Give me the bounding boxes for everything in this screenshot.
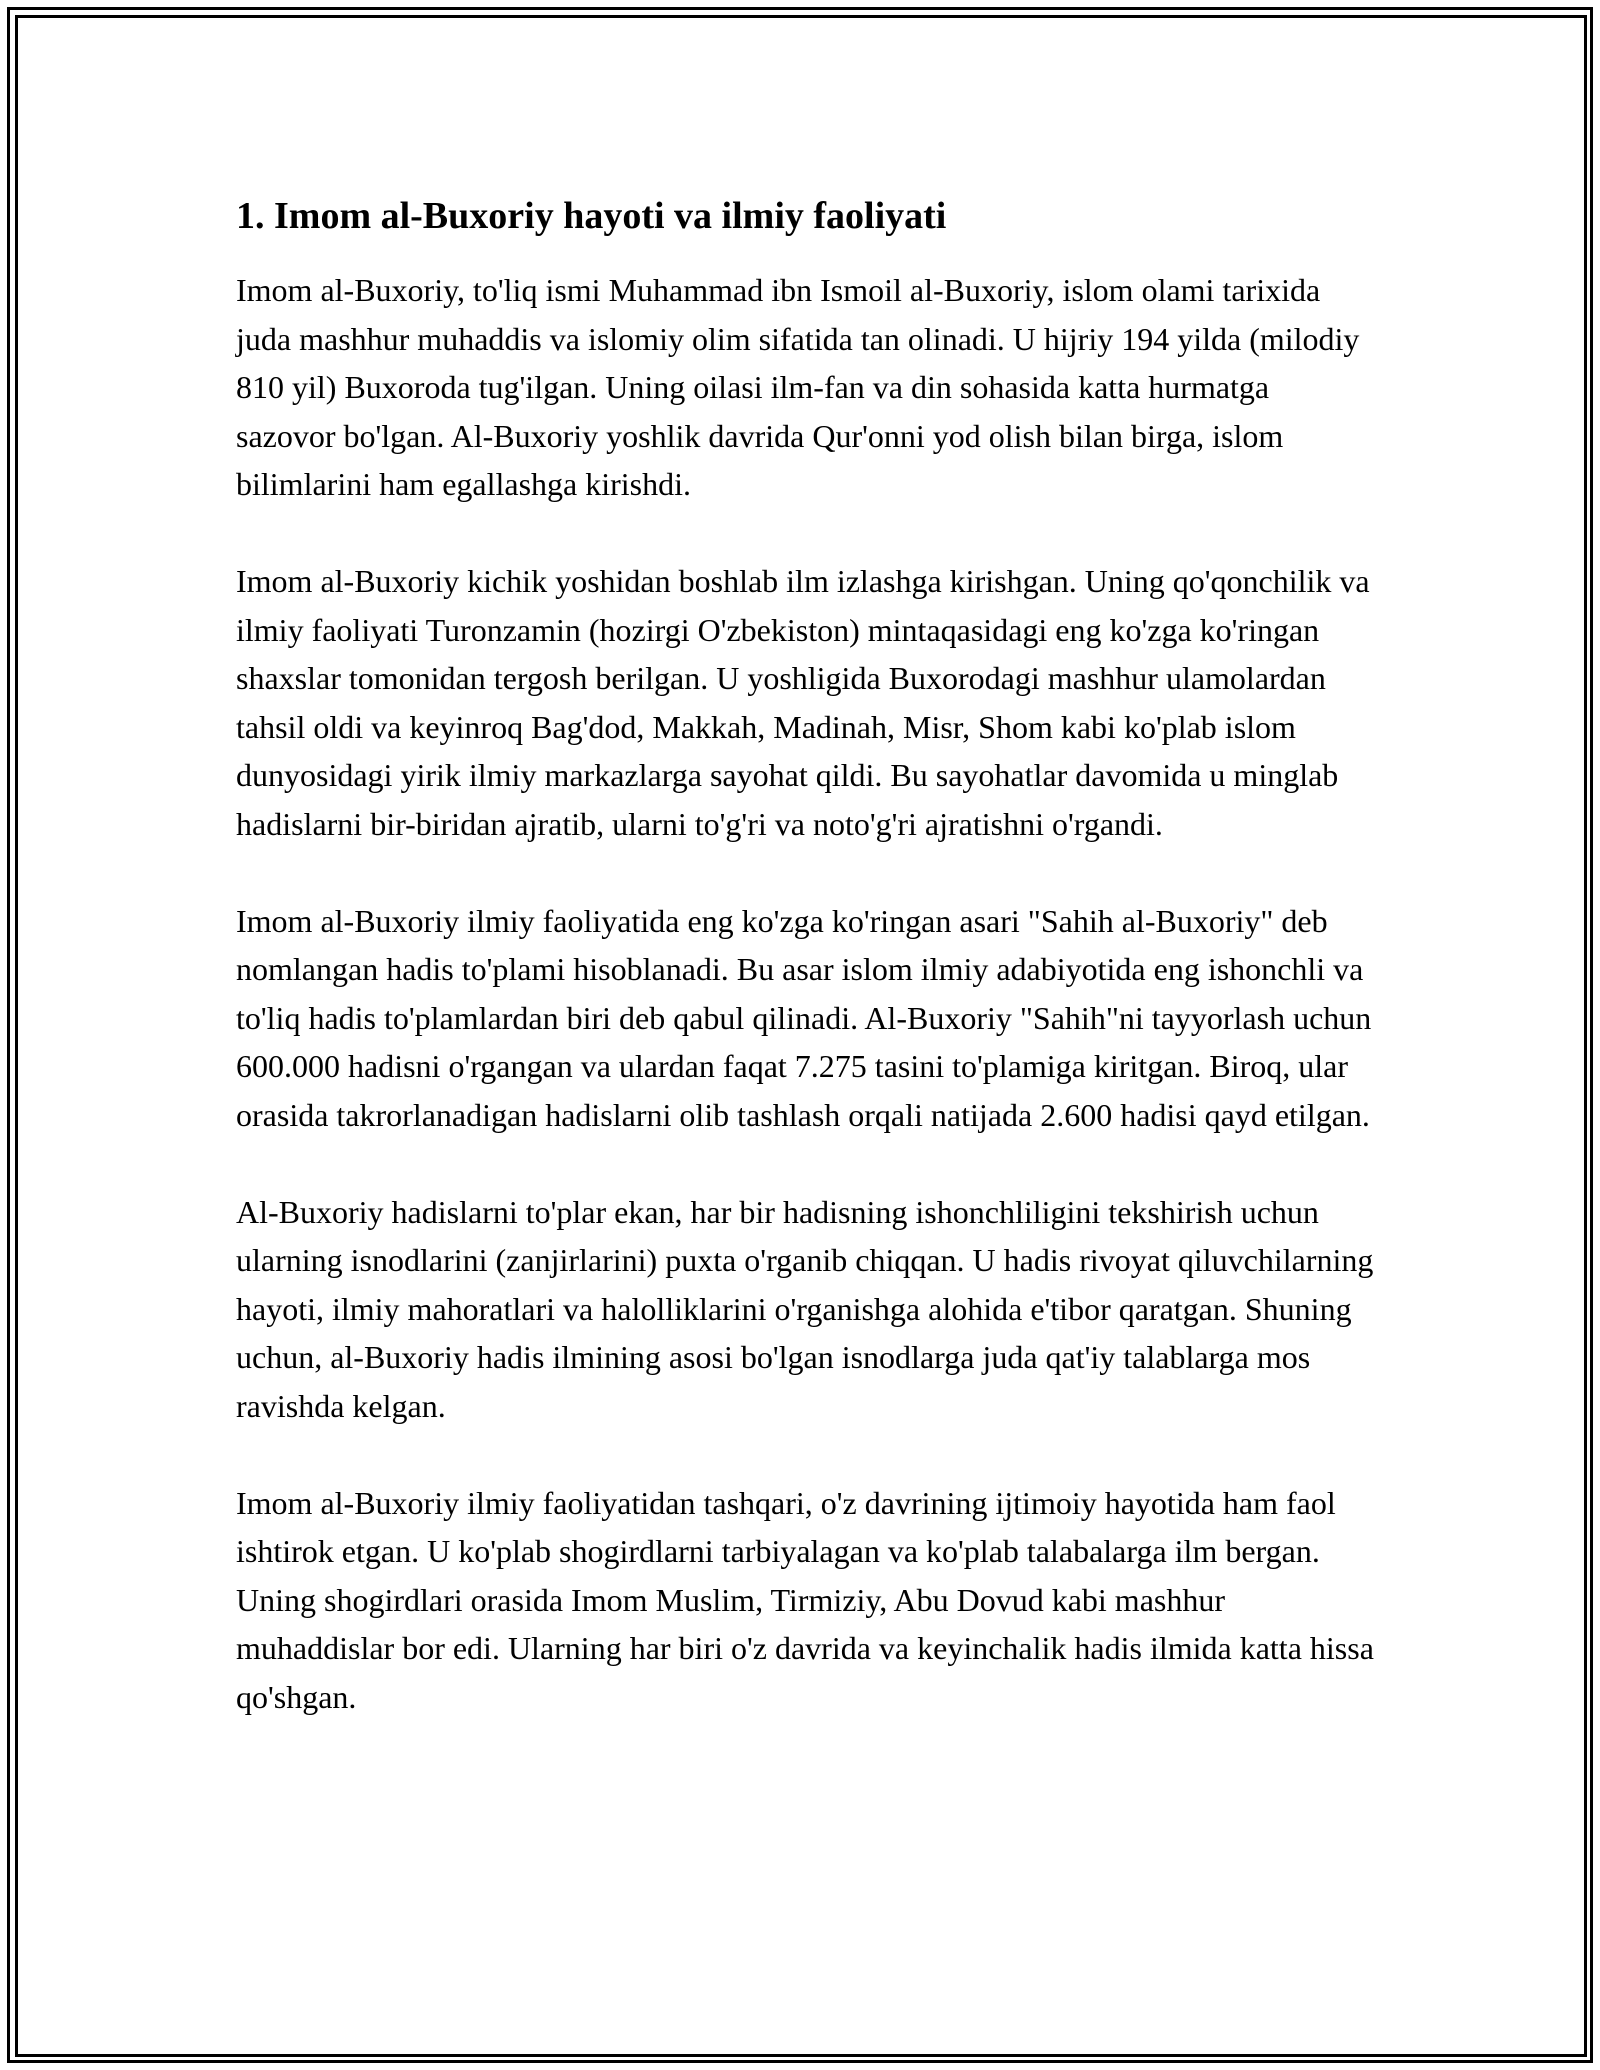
paragraph-3: Imom al-Buxoriy ilmiy faoliyatida eng ko'zga ko'ringan asari "Sahih al-Buxoriy" deb nomlangan hadis to'plami hisoblanadi. Bu asar islom ilmiy adabiyotida eng ishonchli va to'liq hadis to'plamlardan biri deb qabul qilinadi. Al-Buxoriy "Sahih"ni tayyorlash uchun 600.000 hadisni o'rgangan va ulardan faqat 7.275 tasini to'plamiga kiritgan. Biroq, ular orasida takrorlanadigan hadislarni olib tashlash orqali natijada 2.600 hadisi qayd etilgan. <box>236 902 1372 1133</box>
paragraph-2: Imom al-Buxoriy kichik yoshidan boshlab ilm izlashga kirishgan. Uning qo'qonchilik va ilmiy faoliyati Turonzamin (hozirgi O'zbekiston) mintaqasidagi eng ko'zga ko'ringan shaxslar tomonidan tergosh berilgan. U yoshligida Buxorodagi mashhur ulamolardan tahsil oldi va keyinroq Bag'dod, Makkah, Madinah, Misr, Shom kabi ko'plab islom dunyosidagi yirik ilmiy markazlarga sayohat qildi. Bu sayohatlar davomida u minglab hadislarni bir-biridan ajratib, ularni to'g'ri va noto'g'ri ajratishni o'rgandi. <box>236 563 1370 842</box>
paragraph-4: Al-Buxoriy hadislarni to'plar ekan, har bir hadisning ishonchliligini tekshirish uchun ularning isnodlarini (zanjirlarini) puxta o'rganib chiqqan. U hadis rivoyat qiluvchilarning hayoti, ilmiy mahoratlari va halolliklarini o'rganishga alohida e'tibor qaratgan. Shuning uchun, al-Buxoriy hadis ilmining asosi bo'lgan isnodlarga juda qat'iy talablarga mos ravishda kelgan. <box>236 1193 1374 1424</box>
document-body <box>236 188 1376 1770</box>
paragraph-5: Imom al-Buxoriy ilmiy faoliyatidan tashqari, o'z davrining ijtimoiy hayotida ham faol ishtirok etgan. U ko'plab shogirdlarni tarbiyalagan va ko'plab talabalarga ilm bergan. Uning shogirdlari orasida Imom Muslim, Tirmiziy, Abu Dovud kabi mashhur muhaddislar bor edi. Ularning har biri o'z davrida va keyinchalik hadis ilmida katta hissa qo'shgan. <box>236 1484 1374 1715</box>
section-heading: 1. Imom al-Buxoriy hayoti va ilmiy faoliyati <box>236 195 947 237</box>
paragraph-1: Imom al-Buxoriy, to'liq ismi Muhammad ibn Ismoil al-Buxoriy, islom olami tarixida juda mashhur muhaddis va islomiy olim sifatida tan olinadi. U hijriy 194 yilda (milodiy 810 yil) Buxoroda tug'ilgan. Uning oilasi ilm-fan va din sohasida katta hurmatga sazovor bo'lgan. Al-Buxoriy yoshlik davrida Qur'onni yod olish bilan birga, islom bilimlarini ham egallashga kirishdi. <box>236 272 1360 502</box>
